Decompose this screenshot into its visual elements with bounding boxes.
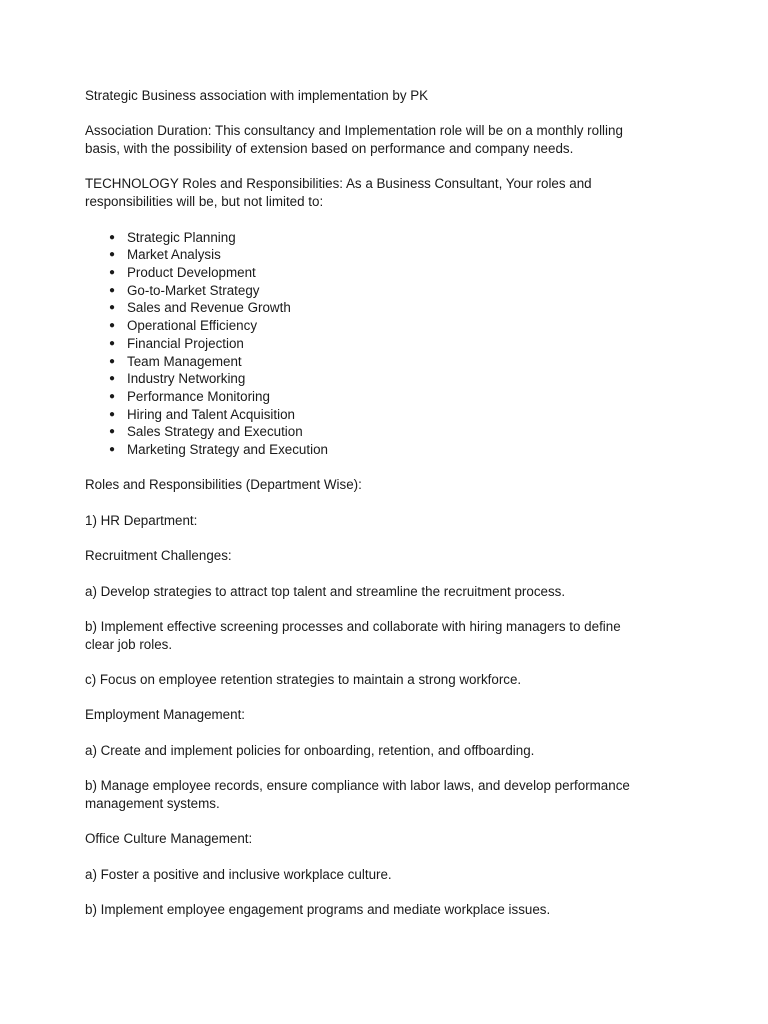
list-item-label: Financial Projection xyxy=(127,335,244,351)
bullet-icon: ● xyxy=(108,390,116,402)
list-item-label: Market Analysis xyxy=(127,247,221,263)
list-item-label: Operational Efficiency xyxy=(127,318,258,334)
hr-department-heading: 1) HR Department: xyxy=(85,512,198,528)
list-item-label: Product Development xyxy=(127,264,256,280)
responsibilities-list xyxy=(85,229,645,459)
list-item-label: Team Management xyxy=(127,353,242,369)
list-item xyxy=(85,229,645,247)
document-page xyxy=(85,87,645,937)
employment-item-b xyxy=(85,777,645,812)
culture-heading: Office Culture Management: xyxy=(85,831,253,847)
culture-item-a: a) Foster a positive and inclusive workplace culture. xyxy=(85,866,392,882)
list-item xyxy=(85,370,645,388)
recruitment-item-b xyxy=(85,618,645,653)
list-item xyxy=(85,264,645,282)
recruitment-item-b-line: b) Implement effective screening processes and collaborate with hiring managers to define xyxy=(85,618,621,634)
list-item-label: Performance Monitoring xyxy=(127,388,270,404)
bullet-icon: ● xyxy=(108,373,116,385)
technology-line: TECHNOLOGY Roles and Responsibilities: As a Business Consultant, Your roles and xyxy=(85,176,592,192)
recruitment-item-c: c) Focus on employee retention strategies to maintain a strong workforce. xyxy=(85,672,522,688)
recruitment-item-a: a) Develop strategies to attract top talent and streamline the recruitment process. xyxy=(85,583,566,599)
bullet-icon: ● xyxy=(108,355,116,367)
duration-line: basis, with the possibility of extension based on performance and company needs. xyxy=(85,141,574,157)
list-item-label: Hiring and Talent Acquisition xyxy=(127,406,295,422)
employment-item-b-line: b) Manage employee records, ensure compliance with labor laws, and develop performance xyxy=(85,778,630,794)
employment-heading: Employment Management: xyxy=(85,707,246,723)
department-heading: Roles and Responsibilities (Department Wise): xyxy=(85,477,362,493)
list-item xyxy=(85,441,645,459)
list-item-label: Sales and Revenue Growth xyxy=(127,300,291,316)
recruitment-heading: Recruitment Challenges: xyxy=(85,548,232,564)
bullet-icon: ● xyxy=(108,284,116,296)
list-item xyxy=(85,246,645,264)
list-item-label: Marketing Strategy and Execution xyxy=(127,442,328,458)
list-item xyxy=(85,423,645,441)
bullet-icon: ● xyxy=(108,231,116,243)
recruitment-item-b-line: clear job roles. xyxy=(85,636,173,652)
bullet-icon: ● xyxy=(108,444,116,456)
list-item-label: Strategic Planning xyxy=(127,229,236,245)
list-item xyxy=(85,353,645,371)
list-item-label: Sales Strategy and Execution xyxy=(127,424,303,440)
culture-item-b: b) Implement employee engagement programs and mediate workplace issues. xyxy=(85,902,551,918)
list-item xyxy=(85,335,645,353)
employment-item-b-line: management systems. xyxy=(85,795,220,811)
list-item-label: Industry Networking xyxy=(127,371,246,387)
document-title: Strategic Business association with implementation by PK xyxy=(85,88,429,103)
technology-line: responsibilities will be, but not limited to: xyxy=(85,194,324,210)
bullet-icon: ● xyxy=(108,266,116,278)
association-duration-paragraph xyxy=(85,122,645,157)
bullet-icon: ● xyxy=(108,337,116,349)
list-item xyxy=(85,388,645,406)
bullet-icon: ● xyxy=(108,426,116,438)
duration-line: Association Duration: This consultancy and Implementation role will be on a monthly rolling xyxy=(85,123,623,139)
list-item xyxy=(85,282,645,300)
bullet-icon: ● xyxy=(108,302,116,314)
list-item xyxy=(85,299,645,317)
technology-roles-paragraph xyxy=(85,175,645,210)
employment-item-a: a) Create and implement policies for onboarding, retention, and offboarding. xyxy=(85,742,535,758)
list-item xyxy=(85,406,645,424)
bullet-icon: ● xyxy=(108,408,116,420)
bullet-icon: ● xyxy=(108,249,116,261)
list-item-label: Go-to-Market Strategy xyxy=(127,282,260,298)
bullet-icon: ● xyxy=(108,320,116,332)
list-item xyxy=(85,317,645,335)
